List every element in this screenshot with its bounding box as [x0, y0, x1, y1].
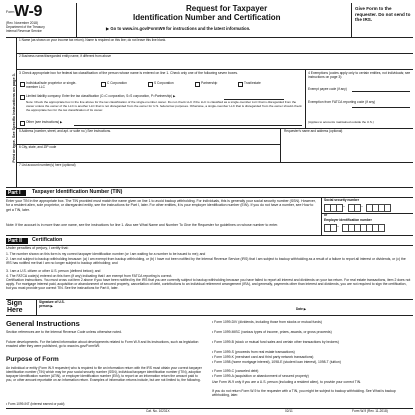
purpose-text: An individual or entity (Form W-9 requester) who is required to file an information return with the IRS must obtain your correct taxpayer identification number (TIN) which may be your social security number (SSN), individual taxpayer identification number (ITIN), adoption taxpayer identification number (ATIN), or employer identification number (EIN), to report on an information return the amount paid to you, or other amount reportable on an information return. Examples of information returns include, but are not limited to, the following.	[6, 366, 202, 382]
trust-estate-label: Trust/estate	[244, 81, 261, 85]
account-numbers-input[interactable]	[19, 169, 409, 177]
c-corporation-label: C Corporation	[107, 81, 127, 85]
side-label-divider	[16, 37, 17, 187]
trust-estate-checkbox[interactable]	[238, 82, 243, 87]
ein-digit[interactable]	[378, 224, 385, 232]
sign-top-rule	[6, 299, 413, 300]
line1-label: 1 Name (as shown on your income tax return). Name is required on this line; do not leave this line blank.	[19, 38, 167, 42]
partnership-checkbox[interactable]	[195, 82, 200, 87]
line5-label: 5 Address (number, street, and apt. or suite no.) See instructions.	[19, 129, 111, 133]
future-developments: Future developments. For the latest information about developments related to Form W-9 and its instructions, such as legislation enacted after they were published, go to www.irs.gov/FormW9.	[6, 340, 199, 349]
part1-text: Enter your TIN in the appropriate box. The TIN provided must match the name given on line 1 to avoid backup withholding. For individuals, this is generally your social security number (SSN). However, for a resident alien, sole proprietor, or disregarded entity, see the instructions for Part I, later. For other entities, it is your employer identification number (EIN). If you do not have a number, see How to get a TIN, later.	[6, 199, 316, 212]
right-p4: Use Form W-9 only if you are a U.S. person (including a resident alien), to provide your correct TIN.	[212, 380, 362, 384]
requester-divider	[280, 128, 281, 162]
ssn-input[interactable]	[324, 204, 410, 211]
tin-divider	[321, 197, 322, 235]
or-label: or	[324, 213, 328, 217]
line2-label: 2 Business name/disregarded entity name, if different from above	[19, 54, 112, 58]
exempt-payee-label: Exempt payee code (if any)	[308, 87, 347, 91]
bullet-1099-int: • Form 1099-INT (interest earned or paid)	[6, 402, 65, 406]
rule-2	[16, 69, 413, 70]
llc-label: Limited liability company. Enter the tax classification (C=C corporation, S=S corporation, P=Partnership) ▶	[26, 94, 176, 98]
bullet-1099-div: • Form 1099-DIV (dividends, including those from stocks or mutual funds)	[212, 320, 322, 324]
ssn-digit[interactable]	[354, 204, 361, 212]
cert-item-4: 4. The FATCA code(s) entered on this form (if any) indicating that I am exempt from FATCA reporting is correct.	[6, 273, 173, 278]
fatca-input[interactable]	[352, 107, 410, 108]
ssn-label: Social security number	[324, 198, 360, 202]
part2-title: Certification	[32, 237, 63, 243]
line6-label: 6 City, state, and ZIP code	[19, 145, 57, 149]
bullet-1099-a: • Form 1099-A (acquisition or abandonment of secured property)	[212, 374, 309, 378]
part1-title: Taxpayer Identification Number (TIN)	[32, 189, 123, 195]
header-divider-right	[351, 3, 352, 37]
form-title-line2: Identification Number and Certification	[133, 13, 281, 22]
s-corporation-checkbox[interactable]	[148, 82, 153, 87]
fatca-label: Exemption from FATCA reporting code (if any)	[308, 100, 376, 104]
other-input[interactable]	[74, 125, 302, 126]
date-label: Date ▶	[296, 307, 307, 311]
line3-label: 3 Check appropriate box for federal tax classification of the person whose name is entered on line 1. Check only one of the following seven boxes.	[19, 71, 239, 75]
ssn-digit[interactable]	[336, 204, 343, 212]
business-name-input[interactable]	[19, 60, 412, 69]
ein-digit[interactable]	[330, 224, 337, 232]
form-number: W-9	[14, 3, 43, 20]
fatca-note: (Applies to accounts maintained outside the U.S.)	[308, 120, 374, 124]
tin-rule	[322, 213, 413, 214]
part2-intro: Under penalties of perjury, I certify that:	[6, 246, 69, 250]
bullet-1099-s: • Form 1099-S (proceeds from real estate transactions)	[212, 350, 295, 354]
sign-bottom-rule	[6, 315, 413, 316]
ein-label: Employer identification number	[324, 218, 372, 222]
general-p1: Section references are to the Internal Revenue Code unless otherwise noted.	[6, 330, 122, 334]
page-code: 02/11	[285, 409, 293, 413]
side-print-label: Print or type. See Specific Instructions on page 3.	[12, 73, 17, 163]
department-name: Department of the Treasury	[6, 25, 45, 29]
form-revision-footer: Form W-9 (Rev. 11-2018)	[352, 409, 388, 413]
date-input[interactable]	[313, 301, 411, 313]
individual-checkbox[interactable]	[20, 82, 25, 87]
form-subtitle: ▶ Go to www.irs.gov/FormW9 for instructions and the latest information.	[106, 26, 251, 31]
bullet-1099-b: • Form 1099-B (stock or mutual fund sales and certain other transactions by brokers)	[212, 340, 339, 344]
individual-label: Individual/sole proprietor or single-member LLC	[26, 81, 77, 89]
exemptions-divider	[305, 69, 306, 128]
sign-divider	[36, 299, 37, 315]
part1-note: Note: If the account is in more than one name, see the instructions for line 1. Also see What Name and Number To Give the Requester for guidelines on whose number to enter.	[6, 223, 279, 227]
right-p5: If you do not return Form W-9 to the requester with a TIN, you might be subject to backup withholding. See What is backup withholding, later.	[212, 389, 396, 398]
ein-dash: –	[337, 224, 339, 228]
llc-note: Note: Check the appropriate box in the line above for the tax classification of the single-member owner. Do not check LLC if the LLC is classified as a single-member LLC that is disregarded from the owner unless the owner of the LLC is another LLC that is not disregarded from the owner for U.S. federal tax purposes. Otherwise, a single-member LLC that is disregarded from the owner should check the appropriate box for the tax classification of its owner.	[26, 100, 302, 112]
cert-instructions: Certification instructions. You must cross out item 2 above if you have been notified by the IRS that you are currently subject to backup withholding because you have failed to report all interest and dividends on your tax return. For real estate transactions, item 2 does not apply. For mortgage interest paid, acquisition or abandonment of secured property, cancellation of debt, contributions to an individual retirement arrangement (IRA), and generally, payments other than interest and dividends, you are not required to sign the certification, but you must provide your correct TIN. See the instructions for Part II, later.	[6, 278, 411, 291]
other-checkbox[interactable]	[20, 121, 25, 126]
c-corporation-checkbox[interactable]	[101, 82, 106, 87]
catalog-number: Cat. No. 10231X	[146, 409, 170, 413]
ssn-digit[interactable]	[384, 204, 391, 212]
signature-input[interactable]	[75, 301, 293, 313]
ssn-dash: –	[361, 204, 363, 208]
city-state-zip-input[interactable]	[19, 151, 275, 159]
rule-5	[16, 162, 413, 163]
signature-label: Signature of U.S. person ▶	[39, 300, 65, 308]
form-label: Form	[6, 10, 15, 14]
revision-date: (Rev. November 2018)	[6, 21, 39, 25]
give-form-note: Give Form to the requester. Do not send to the IRS.	[355, 6, 411, 23]
bullet-1099-c: • Form 1099-C (canceled debt)	[212, 369, 259, 373]
rule-6	[6, 187, 413, 188]
purpose-heading: Purpose of Form	[6, 356, 59, 363]
requester-input[interactable]	[284, 136, 410, 160]
cert-item-1: 1. The number shown on this form is my correct taxpayer identification number (or I am waiting for a number to be issued to me); and	[6, 252, 206, 256]
part1-bottom-rule	[6, 235, 413, 236]
cert-item-2: 2. I am not subject to backup withholding because: (a) I am exempt from backup withholding, or (b) I have not been notified by the Internal Revenue Service (IRS) that I am subject to backup withholding as a result of a failure to report all interest or dividends, or (c) the IRS has notified me that I am no longer subject to backup withholding; and	[6, 256, 406, 265]
part2-badge: Part II	[6, 238, 28, 244]
ein-input[interactable]	[324, 224, 410, 231]
partnership-label: Partnership	[201, 81, 218, 85]
name-input[interactable]	[19, 44, 412, 53]
form-title-line1: Request for Taxpayer	[186, 4, 268, 13]
ssn-dash: –	[343, 204, 345, 208]
header-divider-left	[76, 3, 77, 37]
agency-name: Internal Revenue Service	[6, 29, 42, 33]
exempt-payee-input[interactable]	[352, 91, 410, 92]
part1-badge: Part I	[6, 190, 26, 196]
bullet-1099-k: • Form 1099-K (merchant card and third party network transactions)	[212, 355, 314, 359]
side-label-box	[2, 56, 16, 188]
bullet-1099-misc: • Form 1099-MISC (various types of income, prizes, awards, or gross proceeds)	[212, 330, 332, 334]
general-instructions-heading: General Instructions	[6, 319, 80, 328]
llc-checkbox[interactable]	[20, 95, 25, 100]
requester-label: Requester's name and address (optional)	[284, 129, 343, 133]
cert-item-3: 3. I am a U.S. citizen or other U.S. person (defined below); and	[6, 269, 101, 273]
bullet-1098: • Form 1098 (home mortgage interest), 1098-E (student loan interest), 1098-T (tuition)	[212, 360, 341, 364]
here-label: Here	[7, 307, 23, 314]
other-label: Other (see instructions) ▶	[26, 120, 63, 124]
exemptions-label: 4 Exemptions (codes apply only to certain entities, not individuals; see instructions on page 3):	[308, 71, 411, 79]
address-input[interactable]	[19, 135, 275, 143]
s-corporation-label: S Corporation	[154, 81, 174, 85]
sign-label: Sign	[7, 300, 23, 307]
line7-label: 7 List account number(s) here (optional)	[19, 163, 76, 167]
